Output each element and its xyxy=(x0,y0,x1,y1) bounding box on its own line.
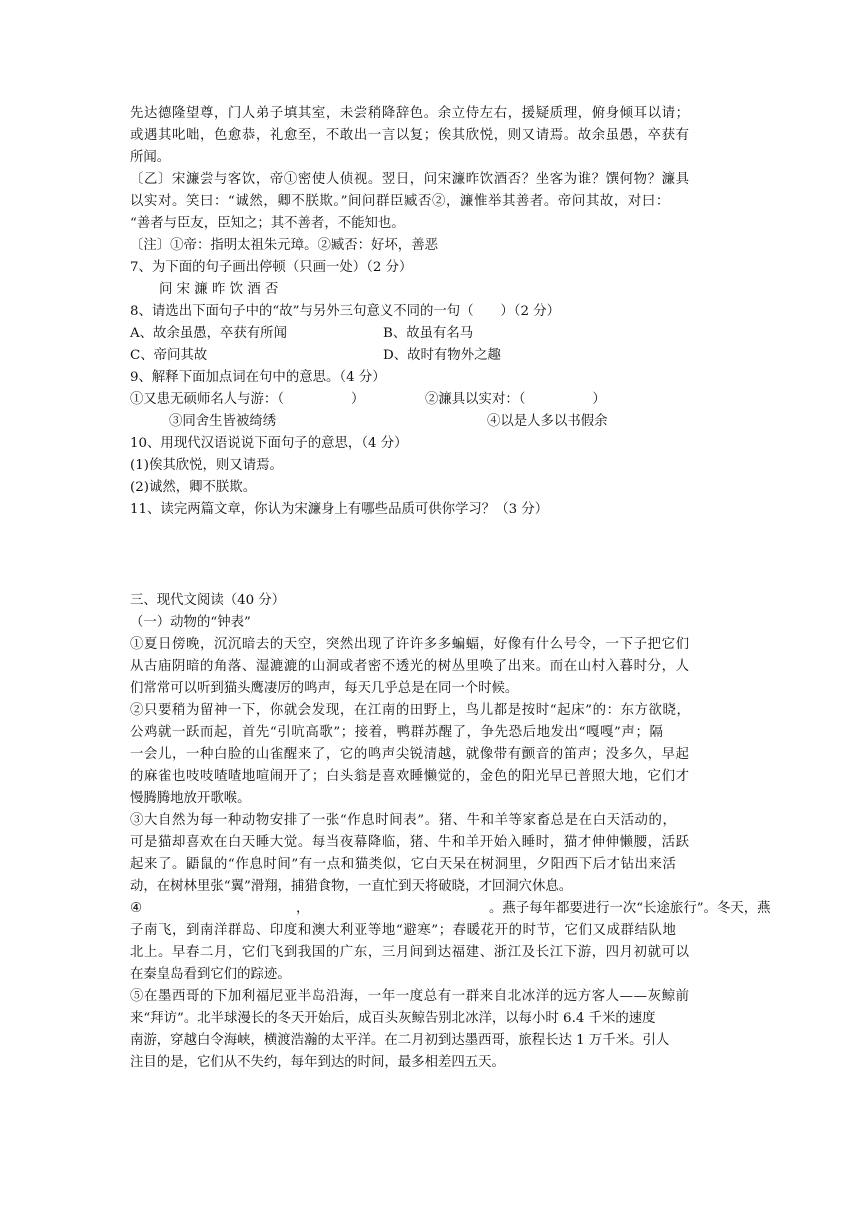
question-10: 10、用现代汉语说说下面句子的意思，（4 分） xyxy=(130,436,408,451)
passage-note: 〔注〕①帝：指明太祖朱元璋。②臧否：好坏，善恶 xyxy=(130,238,438,253)
paragraph-1-line: 从古庙阴暗的角落、湿漉漉的山洞或者密不透光的树丛里唤了出来。而在山村入暮时分，人 xyxy=(130,659,690,674)
section-title: 三、现代文阅读（40 分） xyxy=(130,593,286,608)
paragraph-3-line: 起来了。鼯鼠的“作息时间”有一点和猫类似，它白天呆在树洞里，夕阳西下后才钻出来活 xyxy=(130,857,677,872)
question-9-item-3: ③同舍生皆被绮绣 xyxy=(169,414,277,429)
question-9-item-4: ④以是人多以书假余 xyxy=(487,414,608,429)
paragraph-5-line: 来“拜访”。北半球漫长的冬天开始后，成百头灰鲸告别北冰洋，以每小时 6.4 千米的速度 xyxy=(130,1011,656,1026)
question-11: 11、读完两篇文章，你认为宋濂身上有哪些品质可供你学习？（3 分） xyxy=(130,502,549,517)
paragraph-2-line: ②只要稍为留神一下，你就会发现，在江南的田野上，鸟儿都是按时“起床”的：东方欲晓， xyxy=(130,703,691,718)
paragraph-2-line: 一会儿，一种白脸的山雀醒来了，它的鸣声尖锐清越，就像带有颤音的笛声；没多久，早起 xyxy=(130,747,690,762)
paragraph-4-line: 。燕子每年都要进行一次“长途旅行”。冬天，燕 xyxy=(489,901,771,916)
paragraph-1-line: 们常常可以听到猫头鹰凄厉的鸣声，每天几乎总是在同一个时候。 xyxy=(130,681,519,696)
question-10-item-2: (2)诚然，卿不朕欺。 xyxy=(130,480,257,495)
paragraph-2-line: 的麻雀也吱吱喳喳地喧闹开了；白头翁是喜欢睡懒觉的，金色的阳光早已普照大地，它们才 xyxy=(130,769,690,784)
paragraph-4-number: ④ xyxy=(130,901,143,916)
passage-yi-line: “善者与臣友，臣知之；其不善者，不能知也。 xyxy=(130,216,405,231)
question-8-option-c: C、帝问其故 xyxy=(130,348,208,363)
passage-jia-line: 或遇其叱咄，色愈恭，礼愈至，不敢出一言以复；俟其欣悦，则又请焉。故余虽愚，卒获有 xyxy=(130,128,690,143)
paragraph-5-line: 注目的是，它们从不失约，每年到达的时间，最多相差四五天。 xyxy=(130,1055,505,1070)
paragraph-4-line: 北上。早春二月，它们飞到我国的广东，三月间到达福建、浙江及长江下游，四月初就可以 xyxy=(130,945,690,960)
paragraph-4-line: 子南飞，到南洋群岛、印度和澳大利亚等地“避寒”；春暖花开的时节，它们又成群结队地 xyxy=(130,923,677,938)
question-8-option-a: A、故余虽愚，卒获有所闻 xyxy=(130,326,287,341)
article-title: （一）动物的“钟表” xyxy=(130,615,251,630)
paragraph-4-line: 在秦皇岛看到它们的踪迹。 xyxy=(130,967,291,982)
question-8-option-b: B、故虽有名马 xyxy=(383,326,474,341)
paragraph-3-line: 可是猫却喜欢在白天睡大觉。每当夜幕降临，猪、牛和羊开始入睡时，猫才伸伸懒腰，活跃 xyxy=(130,835,690,850)
question-7: 7、为下面的句子画出停顿（只画一处）（2 分） xyxy=(130,260,413,275)
question-10-item-1: (1)俟其欣悦，则又请焉。 xyxy=(130,458,283,473)
paragraph-5-line: 南游，穿越白令海峡，横渡浩瀚的太平洋。在二月初到达墨西哥，旅程长达 1 万千米。引人 xyxy=(130,1033,670,1048)
paragraph-4-blank-comma: ， xyxy=(296,901,310,916)
passage-jia-line: 所闻。 xyxy=(130,150,171,165)
paragraph-3-line: ③大自然为每一种动物安排了一张“作息时间表”。猪、牛和羊等家畜总是在白天活动的， xyxy=(130,813,677,828)
question-7-sentence: 问 宋 濂 昨 饮 酒 否 xyxy=(159,282,279,297)
passage-yi-line: 〔乙〕宋濂尝与客饮，帝①密使人侦视。翌日，问宋濂昨饮酒否？坐客为谁？馔何物？濂具 xyxy=(130,172,690,187)
paragraph-1-line: ①夏日傍晚，沉沉暗去的天空，突然出现了许许多多蝙蝠，好像有什么号令，一下子把它们 xyxy=(130,637,690,652)
paragraph-2-line: 慢腾腾地放开歌喉。 xyxy=(130,791,251,806)
paragraph-3-line: 动，在树林里张“翼”滑翔，捕猎食物，一直忙到天将破晓，才回洞穴休息。 xyxy=(130,879,573,894)
question-9-item-2: ②濂具以实对：（ ） xyxy=(425,392,606,407)
question-8: 8、请选出下面句子中的“故”与另外三句意义不同的一句（ ）（2 分） xyxy=(130,304,561,319)
paragraph-2-line: 公鸡就一跃而起，首先“引吭高歌”；接着，鸭群苏醒了，争先恐后地发出“嘎嘎”声；隔 xyxy=(130,725,664,740)
question-8-option-d: D、故时有物外之趣 xyxy=(383,348,501,363)
passage-yi-line: 以实对。笑曰：“诚然，卿不朕欺。”间问群臣臧否②，濂惟举其善者。帝问其故，对曰： xyxy=(130,194,670,209)
passage-jia-line: 先达德隆望尊，门人弟子填其室，未尝稍降辞色。余立侍左右，援疑质理，俯身倾耳以请； xyxy=(130,106,690,121)
question-9-item-1: ①又患无硕师名人与游：（ ） xyxy=(130,392,365,407)
paragraph-5-line: ⑤在墨西哥的下加利福尼亚半岛沿海，一年一度总有一群来自北冰洋的远方客人——灰鲸前 xyxy=(130,989,690,1004)
question-9: 9、解释下面加点词在句中的意思。（4 分） xyxy=(130,370,386,385)
